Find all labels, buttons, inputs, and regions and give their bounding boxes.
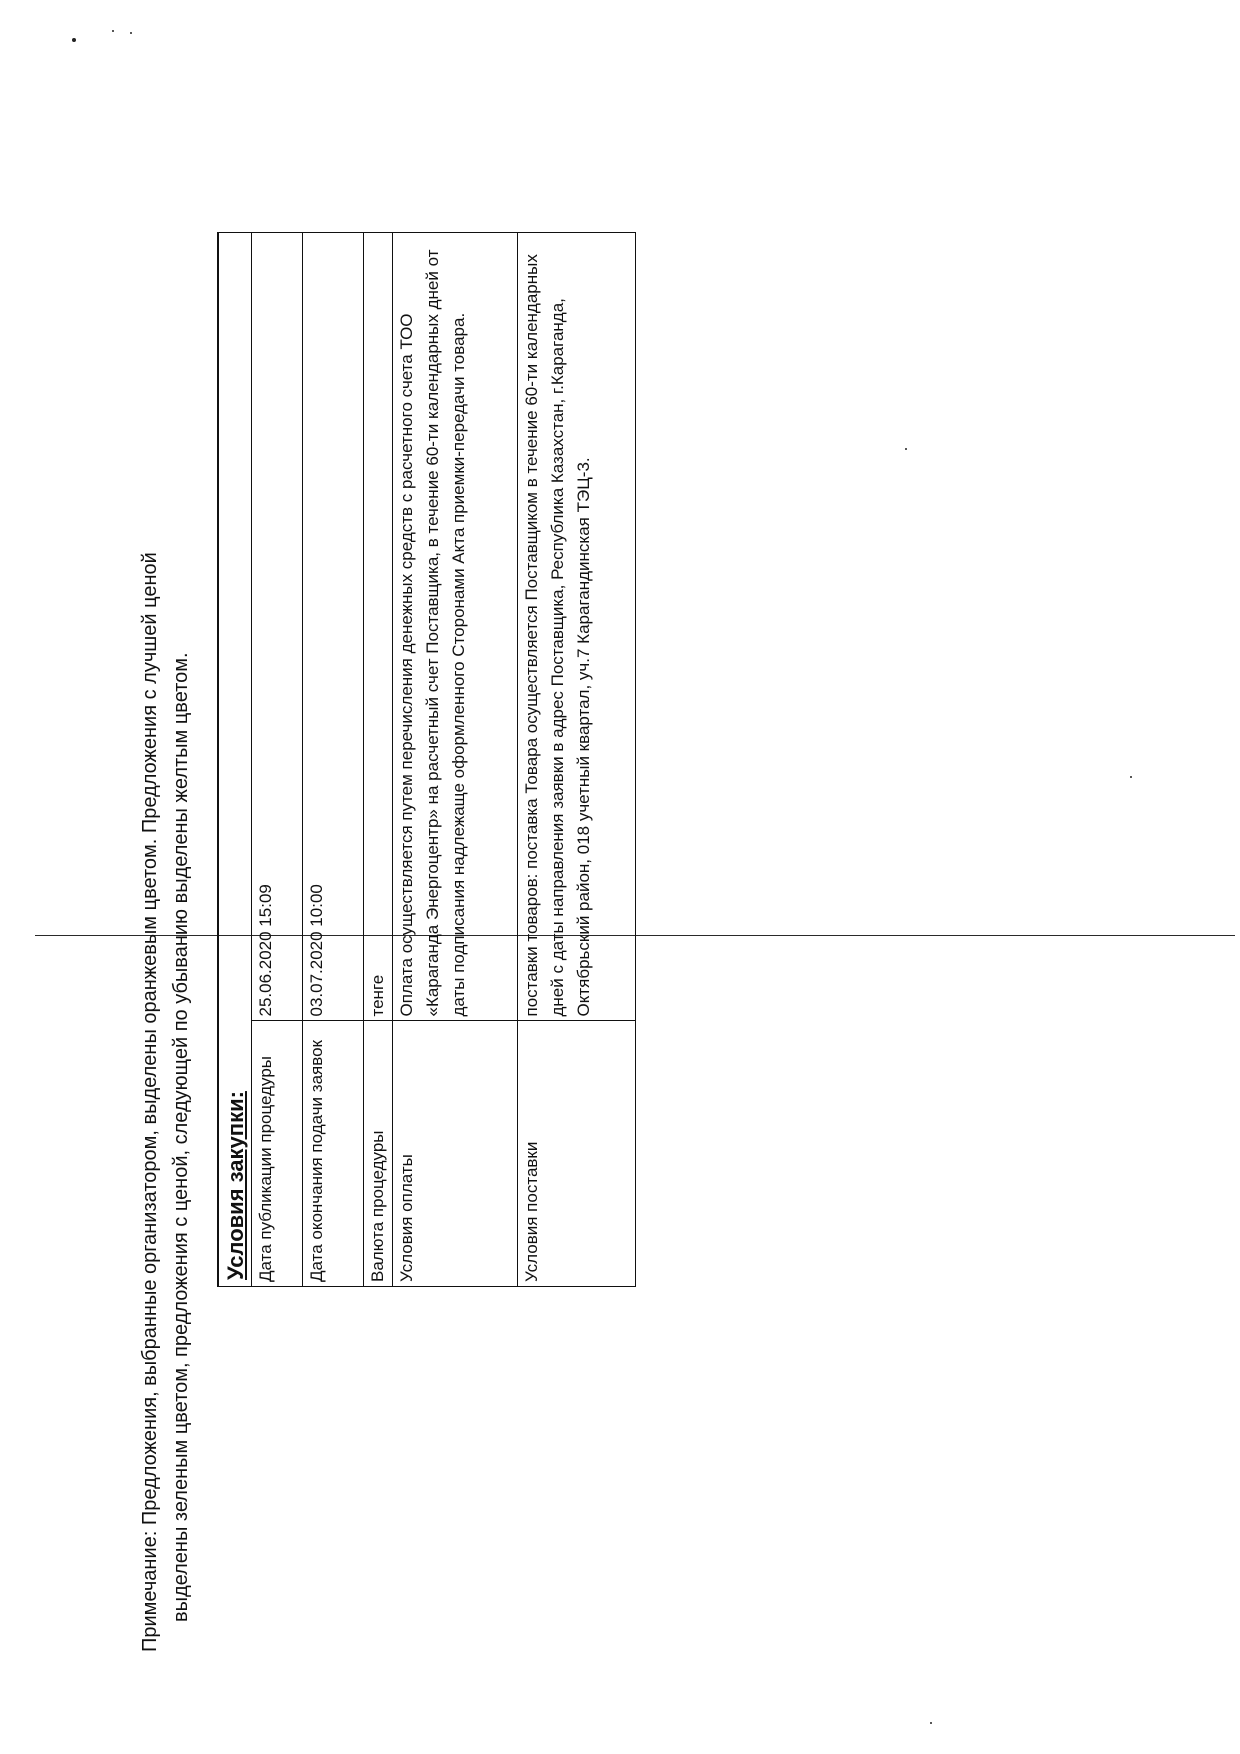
- table-row: [364, 233, 393, 1287]
- table-row: [393, 233, 518, 1287]
- row-value-submission-deadline: 03.07.2020 10:00: [303, 233, 364, 1022]
- scan-speck: [72, 38, 76, 42]
- table-row: [518, 233, 636, 1287]
- rotated-page-content: [135, 164, 1135, 1652]
- row-label-payment-terms: Условия оплаты: [393, 1021, 518, 1287]
- scan-speck: [930, 1722, 932, 1724]
- row-label-publication-date: Дата публикации процедуры: [252, 1021, 303, 1287]
- row-value-currency: тенге: [364, 233, 393, 1022]
- note-paragraph: [135, 232, 197, 1652]
- heading-empty-cell: [218, 233, 252, 1022]
- scan-speck: [130, 32, 132, 34]
- note-line-1: Примечание: Предложения, выбранные организатором, выделены оранжевым цветом. Предложения с лучшей ценой: [139, 552, 161, 1652]
- table-row: [303, 233, 364, 1287]
- row-value-delivery-terms: поставки товаров: поставка Товара осуществляется Поставщиком в течение 60-ти календарных дней с даты направления заявки в адрес Поставщика, Республика Казахстан, г.Караганда, Октябрьский район, 018 учетный квартал, уч.7 Карагандинская ТЭЦ-3.: [518, 233, 636, 1022]
- procurement-terms-table: [217, 232, 636, 1287]
- row-label-submission-deadline: Дата окончания подачи заявок: [303, 1021, 364, 1287]
- row-value-payment-terms: Оплата осуществляется путем перечисления денежных средств с расчетного счета ТОО «Караганда Энергоцентр» на расчетный счет Поставщика, в течение 60-ти календарных дней от даты подписания надлежаще оформленного Сторонами Акта приемки-передачи товара.: [393, 233, 518, 1022]
- procurement-terms-heading: Условия закупки:: [218, 1021, 252, 1287]
- row-value-publication-date: 25.06.2020 15:09: [252, 233, 303, 1022]
- table-heading-row: [218, 233, 252, 1287]
- note-line-2: выделены зеленым цветом, предложения с ценой, следующей по убыванию выделены желтым цветом.: [170, 652, 192, 1622]
- table-row: [252, 233, 303, 1287]
- scan-speck: [112, 30, 114, 32]
- row-label-delivery-terms: Условия поставки: [518, 1021, 636, 1287]
- row-label-currency: Валюта процедуры: [364, 1021, 393, 1287]
